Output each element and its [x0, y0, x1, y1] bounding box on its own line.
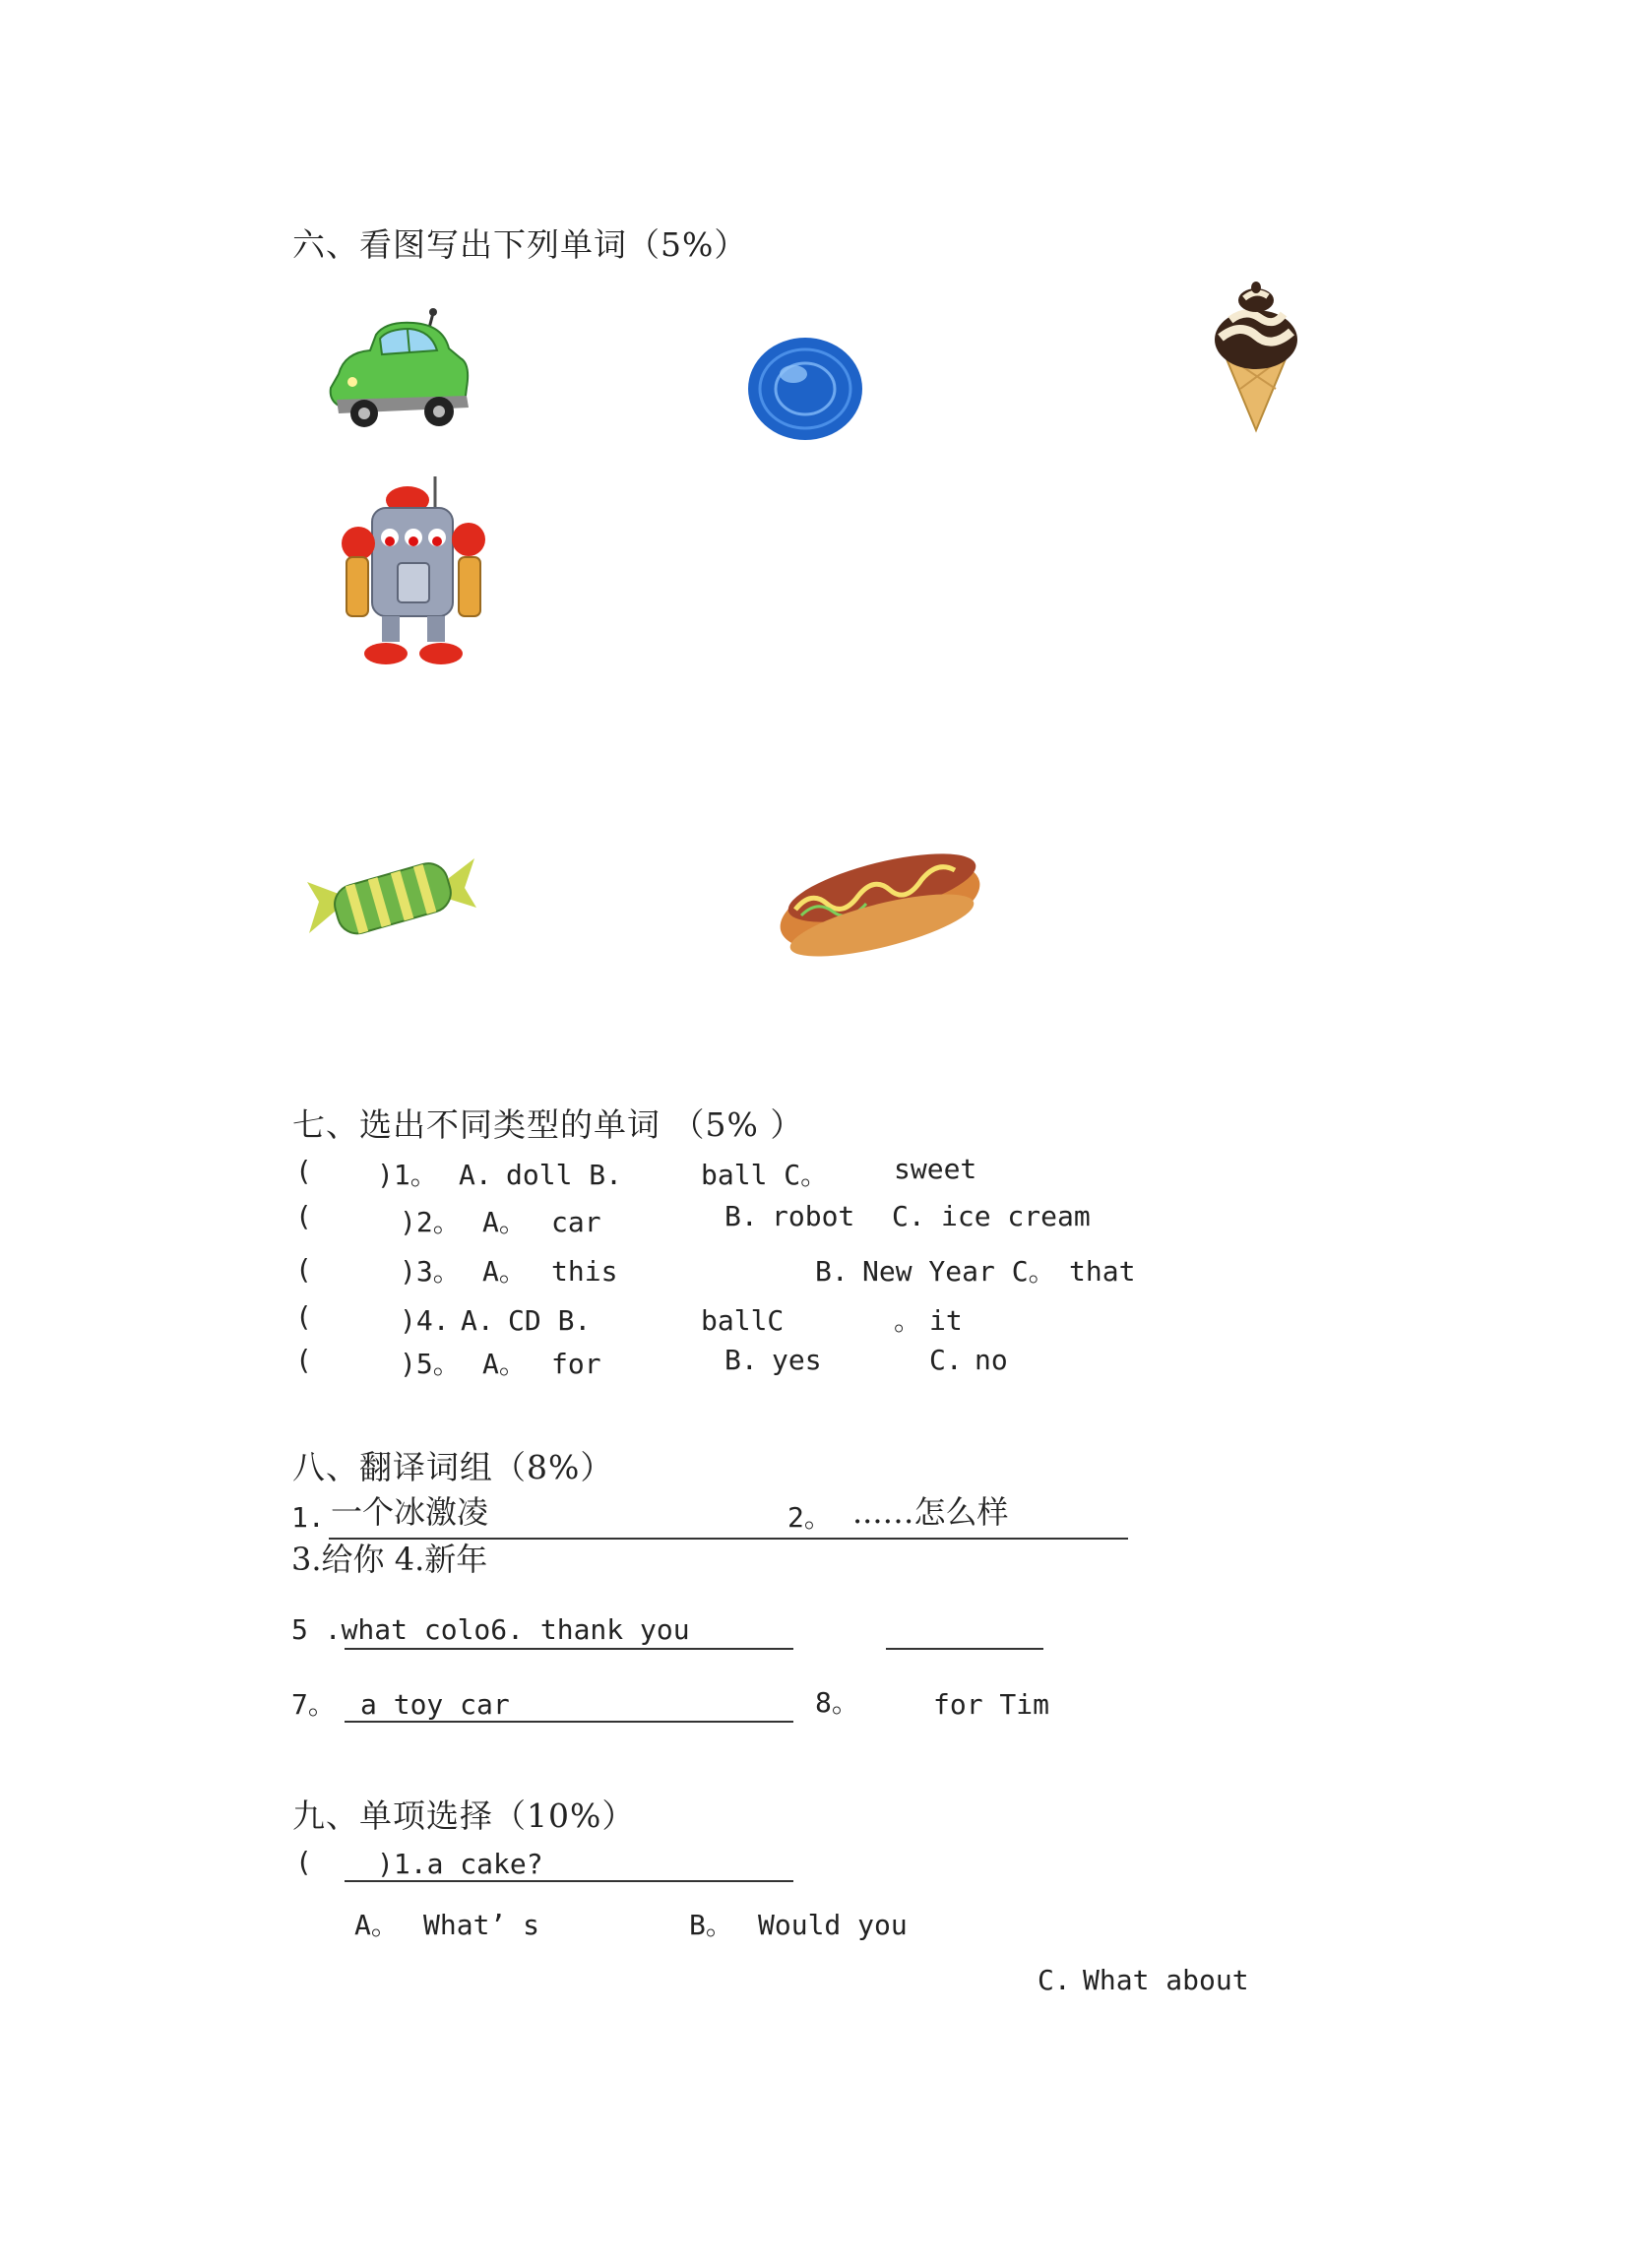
q7-5-option-c-label: C. — [929, 1344, 963, 1376]
q7-4-option-c: it — [929, 1304, 963, 1337]
q7-5-option-b: yes — [772, 1344, 822, 1376]
q7-3-option-a: this — [551, 1255, 618, 1288]
q7-1-number: )1。 — [377, 1159, 438, 1191]
q7-1-option-a: doll B. — [506, 1159, 623, 1191]
translate-item-2-number: 2。 — [787, 1501, 832, 1534]
q7-2-number: )2。 — [400, 1206, 461, 1238]
translate-items-5-6: 5 .what colo6. thank you — [291, 1613, 690, 1646]
hot-dog-icon — [772, 827, 990, 963]
q9-1-text: )1.a cake? — [377, 1848, 543, 1880]
q9-1-option-c: What about — [1083, 1964, 1249, 1996]
q7-2-option-b-label: B. — [724, 1200, 758, 1232]
q7-1-option-a-label: A. — [459, 1159, 492, 1191]
translate-item-8-number: 8。 — [815, 1686, 859, 1719]
q9-1-option-a-label: A。 — [354, 1909, 399, 1941]
q7-1-option-b: ball C。 — [701, 1159, 829, 1191]
translate-item-7-text: a toy car — [360, 1688, 510, 1721]
translate-item-8-text: for Tim — [933, 1688, 1050, 1721]
blue-ball-icon — [744, 335, 866, 443]
translate-item-2-text: ...…怎么样 — [852, 1493, 1009, 1531]
q7-1-paren: ( — [295, 1155, 312, 1187]
q7-4-option-c-label: 。 — [894, 1304, 922, 1337]
translate-item-1-number: 1. — [291, 1501, 325, 1534]
q9-1-paren: ( — [295, 1846, 312, 1878]
q9-1-option-c-label: C. — [1038, 1964, 1071, 1996]
q7-5-option-b-label: B. — [724, 1344, 758, 1376]
q7-5-number: )5。 — [400, 1348, 461, 1380]
section-9-title: 九、单项选择（10%） — [292, 1796, 636, 1835]
answer-line-6[interactable] — [886, 1648, 1043, 1650]
toy-car-icon — [323, 305, 472, 439]
q7-4-option-a-label: A. — [461, 1304, 494, 1337]
section-7-title: 七、选出不同类型的单词 （5% ） — [292, 1105, 804, 1144]
q9-1-option-b-label: B。 — [689, 1909, 733, 1941]
translate-item-1-text: 一个冰激凌 — [331, 1493, 489, 1531]
q7-4-option-a: CD B. — [508, 1304, 592, 1337]
q7-3-option-a-label: A。 — [482, 1255, 527, 1288]
q7-4-paren: ( — [295, 1300, 312, 1333]
q7-2-option-b: robot — [772, 1200, 855, 1232]
robot-icon — [339, 474, 488, 671]
q7-4-option-b: ballC — [701, 1304, 785, 1337]
q7-5-option-a: for — [551, 1348, 601, 1380]
q7-5-option-c: no — [975, 1344, 1008, 1376]
q7-2-option-c: ice cream — [941, 1200, 1091, 1232]
q7-2-option-a-label: A。 — [482, 1206, 527, 1238]
q7-5-option-a-label: A。 — [482, 1348, 527, 1380]
answer-line-7[interactable] — [345, 1721, 793, 1723]
translate-item-7-number: 7。 — [291, 1688, 336, 1721]
section-6-title: 六、看图写出下列单词（5%） — [292, 225, 748, 264]
q7-3-option-b: New Year C。 — [862, 1255, 1056, 1288]
q7-1-option-c: sweet — [894, 1153, 977, 1185]
q7-2-option-c-label: C. — [892, 1200, 925, 1232]
ice-cream-icon — [1201, 281, 1311, 438]
answer-line-1-2[interactable] — [329, 1538, 1128, 1540]
answer-line-5[interactable] — [345, 1648, 793, 1650]
q7-2-paren: ( — [295, 1200, 312, 1232]
q7-3-option-c: that — [1069, 1255, 1136, 1288]
translate-items-3-4: 3.给你 4.新年 — [291, 1541, 488, 1578]
q7-3-number: )3。 — [400, 1255, 461, 1288]
q7-2-option-a: car — [551, 1206, 601, 1238]
q7-3-paren: ( — [295, 1253, 312, 1286]
q7-4-number: )4. — [400, 1304, 450, 1337]
sweet-candy-icon — [305, 843, 478, 951]
q9-1-option-b: Would you — [758, 1909, 908, 1941]
section-8-title: 八、翻译词组（8%） — [292, 1448, 614, 1486]
answer-line-q9-1[interactable] — [345, 1880, 793, 1882]
q7-5-paren: ( — [295, 1344, 312, 1376]
q7-3-option-b-label: B. — [815, 1255, 849, 1288]
q9-1-option-a: What’ s — [423, 1909, 540, 1941]
